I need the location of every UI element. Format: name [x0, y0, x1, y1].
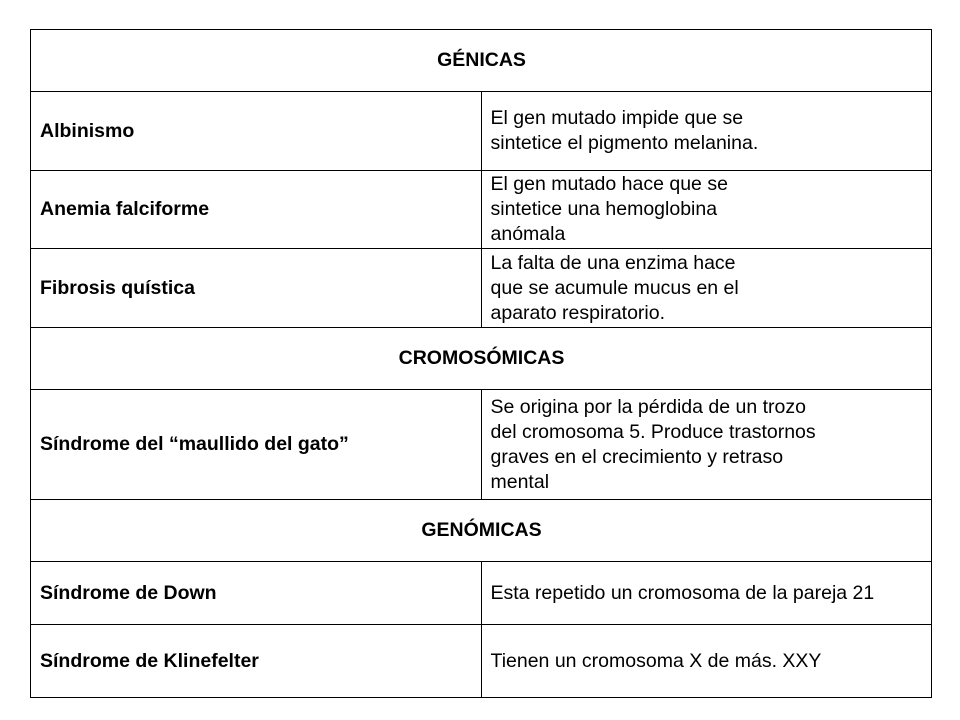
- disorder-name: Albinismo: [31, 92, 482, 171]
- disorder-description: El gen mutado hace que se sintetice una hemoglobina anómala: [481, 171, 932, 249]
- disorder-description: Esta repetido un cromosoma de la pareja 21: [481, 562, 932, 625]
- disorder-name: Síndrome de Down: [31, 562, 482, 625]
- section-title-genicas: GÉNICAS: [31, 30, 932, 92]
- section-title-genomicas: GENÓMICAS: [31, 500, 932, 562]
- table-row: [31, 171, 932, 249]
- table-row: [31, 249, 932, 328]
- disorder-description: Se origina por la pérdida de un trozo del cromosoma 5. Produce trastornos graves en el crecimiento y retraso mental: [481, 390, 932, 500]
- mutations-table: [30, 29, 932, 698]
- table-row: [31, 625, 932, 698]
- table-row: [31, 92, 932, 171]
- section-header-row: [31, 30, 932, 92]
- section-title-cromosomicas: CROMOSÓMICAS: [31, 328, 932, 390]
- disorder-name: Anemia falciforme: [31, 171, 482, 249]
- disorder-description: La falta de una enzima hace que se acumule mucus en el aparato respiratorio.: [481, 249, 932, 328]
- disorder-description: El gen mutado impide que se sintetice el pigmento melanina.: [481, 92, 932, 171]
- disorder-name: Fibrosis quística: [31, 249, 482, 328]
- table-row: [31, 562, 932, 625]
- section-header-row: [31, 328, 932, 390]
- disorder-name: Síndrome de Klinefelter: [31, 625, 482, 698]
- disorder-description: Tienen un cromosoma X de más. XXY: [481, 625, 932, 698]
- section-header-row: [31, 500, 932, 562]
- table-row: [31, 390, 932, 500]
- disorder-name: Síndrome del “maullido del gato”: [31, 390, 482, 500]
